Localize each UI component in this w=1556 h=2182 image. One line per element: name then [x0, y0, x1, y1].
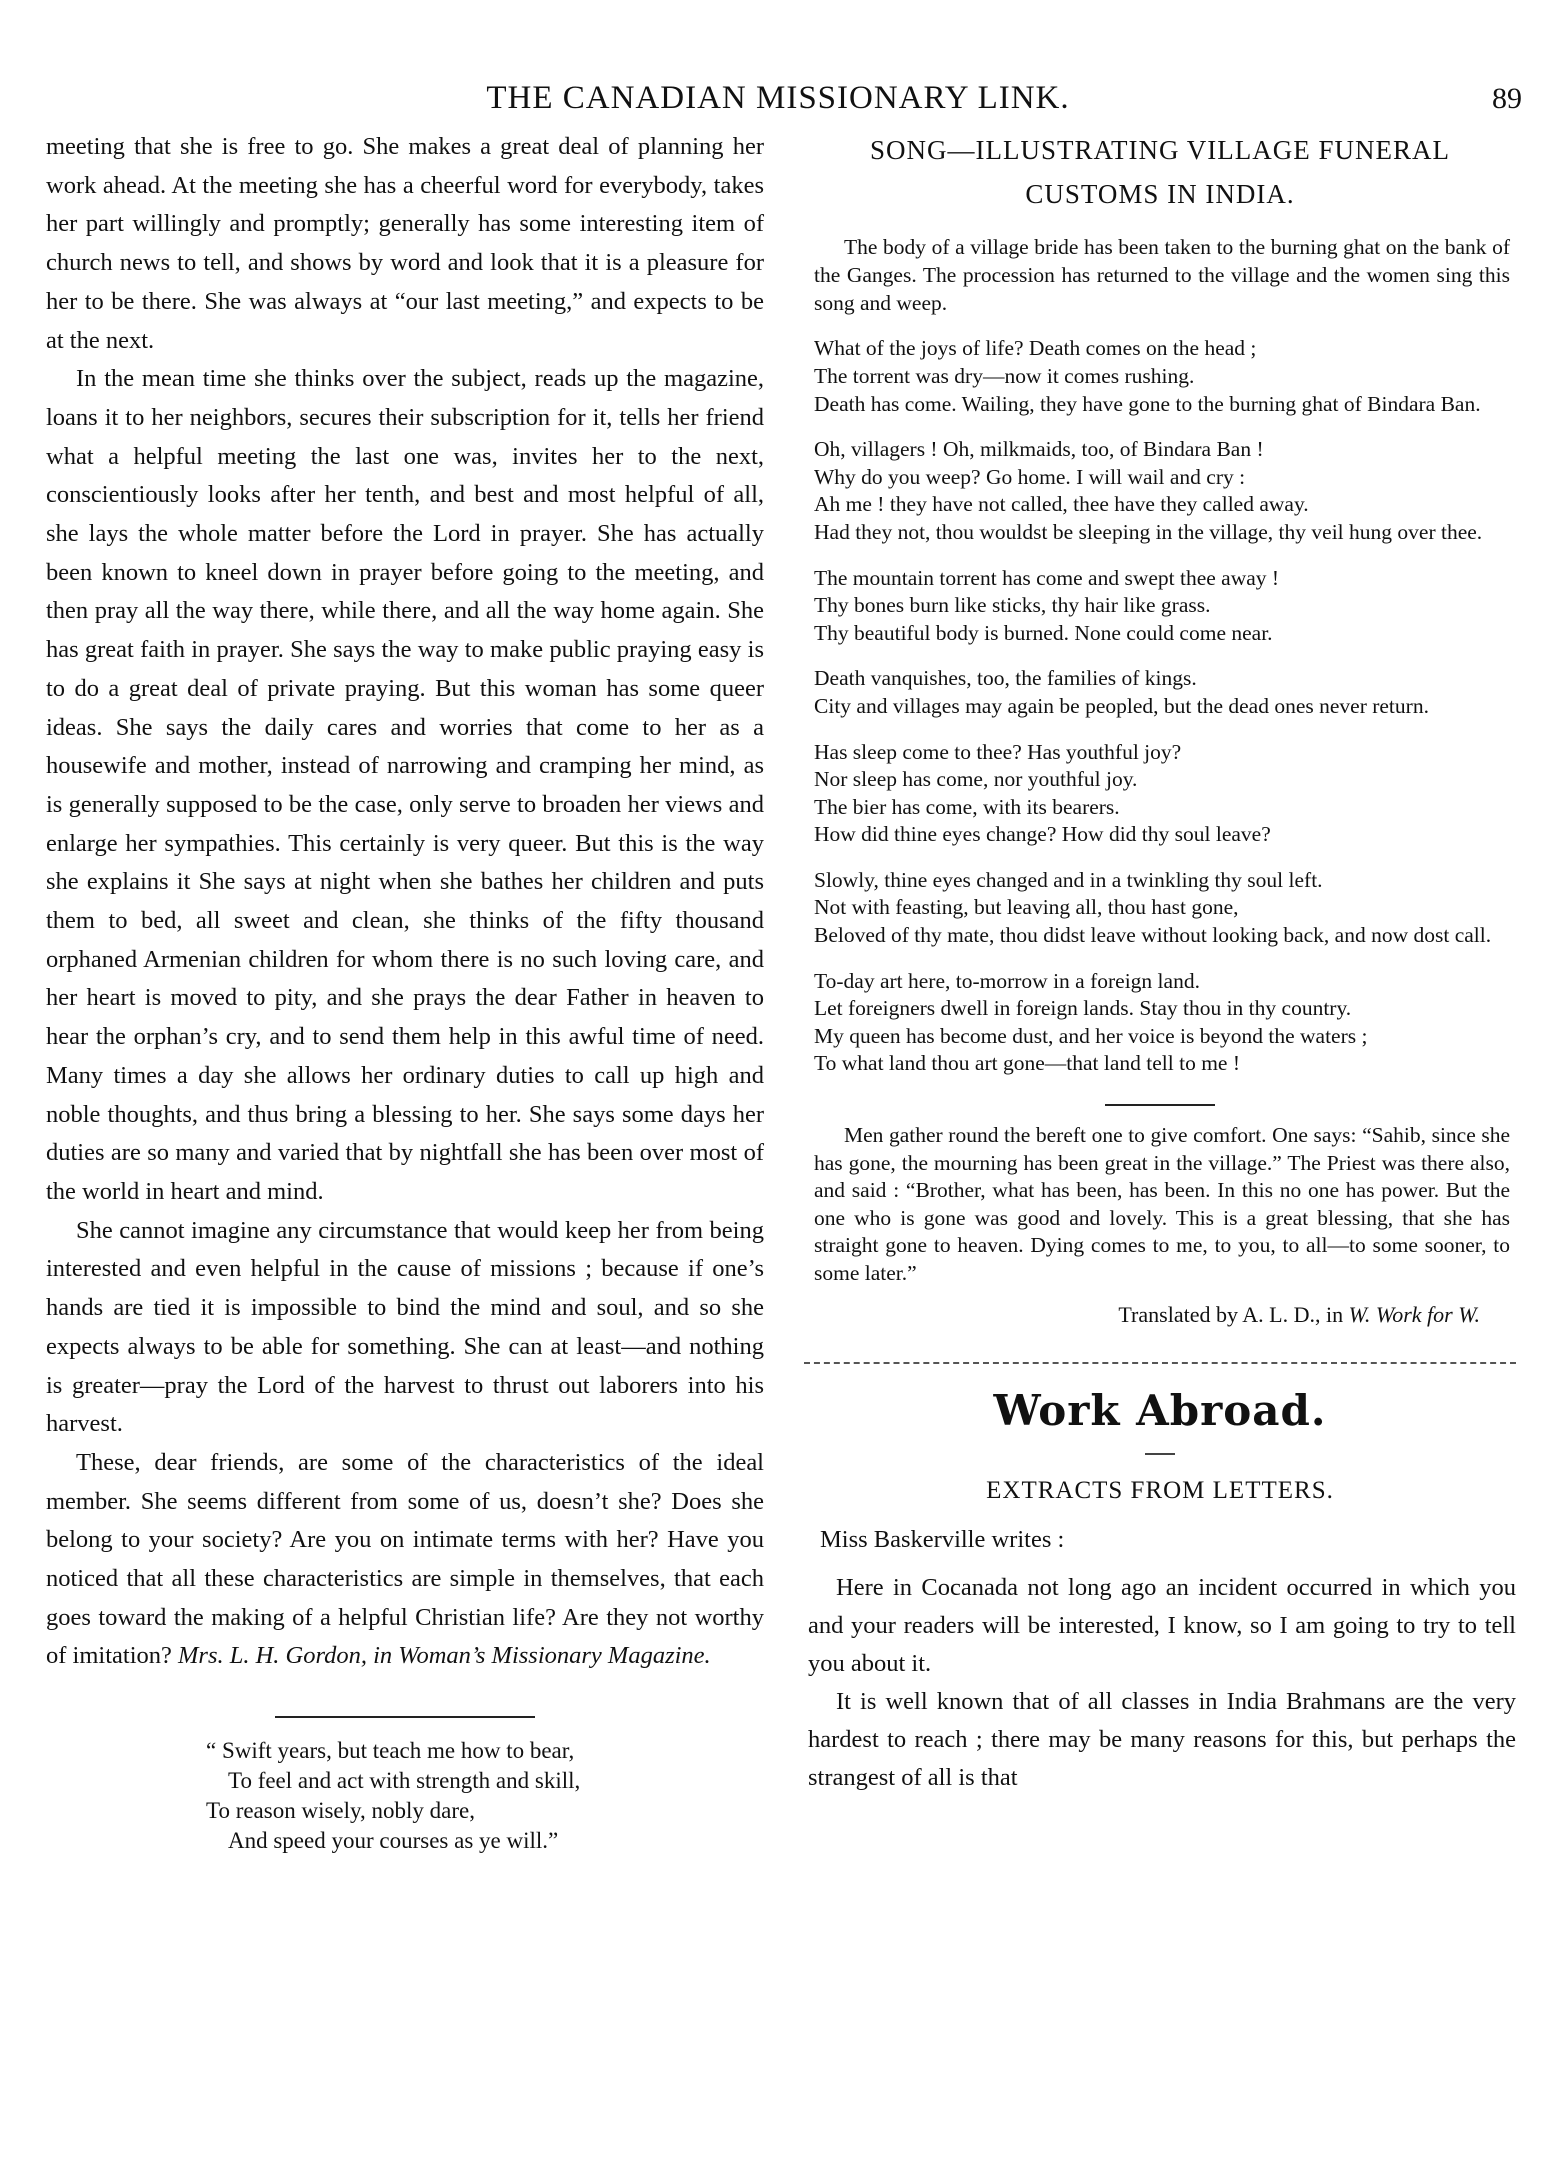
stanza-line: Not with feasting, but leaving all, thou hast gone,	[814, 895, 1239, 920]
stanza-line: Had they not, thou wouldst be sleeping in the village, thy veil hung over thee.	[814, 519, 1483, 544]
stanza	[814, 665, 1510, 720]
song-intro: The body of a village bride has been taken to the burning ghat on the bank of the Ganges. The procession has returned to the village and the women sing this song and weep.	[814, 235, 1510, 315]
right-column	[800, 128, 1520, 1797]
stanza-line: Why do you weep? Go home. I will wail and cry :	[814, 464, 1246, 489]
verse-quote	[206, 1736, 764, 1856]
section-heading: Work Abroad.	[993, 1385, 1327, 1435]
translation-credit	[800, 1302, 1480, 1328]
paragraph: meeting that she is free to go. She makes a great deal of planning her work ahead. At the meeting she has a cheerful word for everybody, takes her part willingly and promptly; generally has some interesting item of church news to tell, and shows by word and look that it is a pleasure for her to be there. She was always at “our last meeting,” and expects to be at the next.	[46, 133, 764, 354]
stanza	[814, 565, 1510, 648]
stanza-line: The torrent was dry—now it comes rushing.	[814, 363, 1195, 388]
stanza-line: Oh, villagers ! Oh, milkmaids, too, of Bindara Ban !	[814, 437, 1264, 462]
stanza-line: To what land thou art gone—that land tell to me !	[814, 1051, 1241, 1076]
verse-line: To feel and act with strength and skill,	[228, 1768, 581, 1794]
verse-line: And speed your courses as ye will.”	[228, 1828, 559, 1854]
stanza	[814, 436, 1510, 546]
verse-line: “ Swift years, but teach me how to bear,	[206, 1738, 575, 1764]
verse-line: To reason wisely, nobly dare,	[206, 1798, 475, 1824]
stanza-line: Thy bones burn like sticks, thy hair like grass.	[814, 593, 1211, 618]
page-number: 89	[1492, 82, 1522, 115]
paragraph: In the mean time she thinks over the subject, reads up the magazine, loans it to her neighbors, secures their subscription for it, tells her friend what a helpful meeting the last one was, invites her to the next, conscientiously looks after her tenth, and best and most helpful of all, she lays the whole matter before the Lord in prayer. She has actually been known to kneel down in prayer before going to the meeting, and then pray all the way there, while there, and all the way home again. She has great faith in prayer. She says the way to make public praying easy is to do a great deal of private praying. But this woman has some queer ideas. She says the daily cares and worries that come to her as a housewife and mother, instead of narrowing and cramping her mind, as is generally supposed to be the case, only serve to broaden her views and enlarge her sympathies. This certainly is very queer. But this is the way she explains it She says at night when she bathes her children and puts them to bed, all sweet and clean, she thinks of the fifty thousand orphaned Armenian children for whom there is no such loving care, and her heart is moved to pity, and she prays the dear Father in heaven to hear the orphan’s cry, and to send them help in this awful time of need. Many times a day she allows her ordinary duties to call up high and noble thoughts, and thus bring a blessing to her. She says some days her duties are so many and varied that by nightfall she has been over most of the world in heart and mind.	[46, 365, 764, 1205]
stanza-line: Ah me ! they have not called, thee have they called away.	[814, 492, 1309, 517]
stanza-line: Beloved of thy mate, thou didst leave without looking back, and now dost call.	[814, 923, 1492, 948]
stanza	[814, 867, 1510, 950]
song-title: SONG—ILLUSTRATING VILLAGE FUNERAL	[870, 135, 1450, 165]
paragraph: It is well known that of all classes in India Brahmans are the very hardest to reach ; there may be many reasons for this, but perhaps the strangest of all is that	[808, 1687, 1516, 1791]
paragraph: Men gather round the bereft one to give comfort. One says: “Sahib, since she has gone, the mourning has been great in the village.” The Priest was there also, and said : “Brother, what has been, has been. In this no one has power. But the one who is gone was good and lovely. This is a great blessing, that she has straight gone to heaven. Dying comes to me, to you, to all—to some sooner, to some later.”	[814, 1123, 1510, 1286]
stanza-line: The mountain torrent has come and swept thee away !	[814, 565, 1280, 590]
paragraph: Miss Baskerville writes :	[820, 1525, 1065, 1553]
stanza-line: Nor sleep has come, nor youthful joy.	[814, 767, 1138, 792]
credit-text: Translated by A. L. D., in	[1118, 1301, 1344, 1327]
divider	[1145, 1453, 1175, 1455]
stanza-line: How did thine eyes change? How did thy soul leave?	[814, 822, 1271, 847]
paragraph: She cannot imagine any circumstance that would keep her from being interested and even helpful in the cause of missions ; because if one’s hands are tied it is impossible to bind the mind and soul, and so she expects always to be able for something. She can at least—and nothing is greater—pray the Lord of the harvest to thrust out laborers into his harvest.	[46, 1216, 764, 1438]
subsection-heading: EXTRACTS FROM LETTERS.	[986, 1476, 1334, 1504]
stanza	[814, 968, 1510, 1078]
attribution: Mrs. L. H. Gordon, in Woman’s Missionary Magazine.	[178, 1642, 711, 1670]
stanza-line: Has sleep come to thee? Has youthful joy?	[814, 739, 1182, 764]
divider	[275, 1716, 535, 1718]
section-divider	[804, 1362, 1516, 1364]
left-column	[46, 128, 764, 1856]
paragraph-text: These, dear friends, are some of the characteristics of the ideal member. She seems different from some of us, doesn’t she? Does she belong to your society? Are you on intimate terms with her? Have you noticed that all these characteristics are simple in themselves, that each goes toward the making of a helpful Christian life? Are they not worthy of imitation?	[46, 1448, 764, 1670]
paragraph	[46, 1444, 764, 1676]
stanza-line: Let foreigners dwell in foreign lands. Stay thou in thy country.	[814, 996, 1352, 1021]
paragraph: Here in Cocanada not long ago an incident occurred in which you and your readers will be interested, I know, so I am going to try to tell you about it.	[808, 1573, 1516, 1677]
song-title: CUSTOMS IN INDIA.	[1025, 179, 1295, 209]
stanza-line: Slowly, thine eyes changed and in a twinkling thy soul left.	[814, 867, 1323, 892]
stanza-line: Death has come. Wailing, they have gone to the burning ghat of Bindara Ban.	[814, 391, 1481, 416]
stanza-line: Death vanquishes, too, the families of kings.	[814, 666, 1197, 691]
page-header	[28, 80, 1528, 124]
stanza-line: What of the joys of life? Death comes on the head ;	[814, 336, 1257, 361]
stanza-line: The bier has come, with its bearers.	[814, 794, 1120, 819]
magazine-title: THE CANADIAN MISSIONARY LINK.	[486, 80, 1070, 116]
divider	[1105, 1104, 1215, 1106]
stanza	[814, 739, 1510, 849]
stanza-line: Thy beautiful body is burned. None could come near.	[814, 620, 1273, 645]
stanza-line: My queen has become dust, and her voice is beyond the waters ;	[814, 1023, 1368, 1048]
credit-source: W. Work for W.	[1348, 1301, 1480, 1327]
stanza	[814, 335, 1510, 418]
stanza-line: City and villages may again be peopled, but the dead ones never return.	[814, 693, 1429, 718]
stanza-line: To-day art here, to-morrow in a foreign land.	[814, 968, 1200, 993]
